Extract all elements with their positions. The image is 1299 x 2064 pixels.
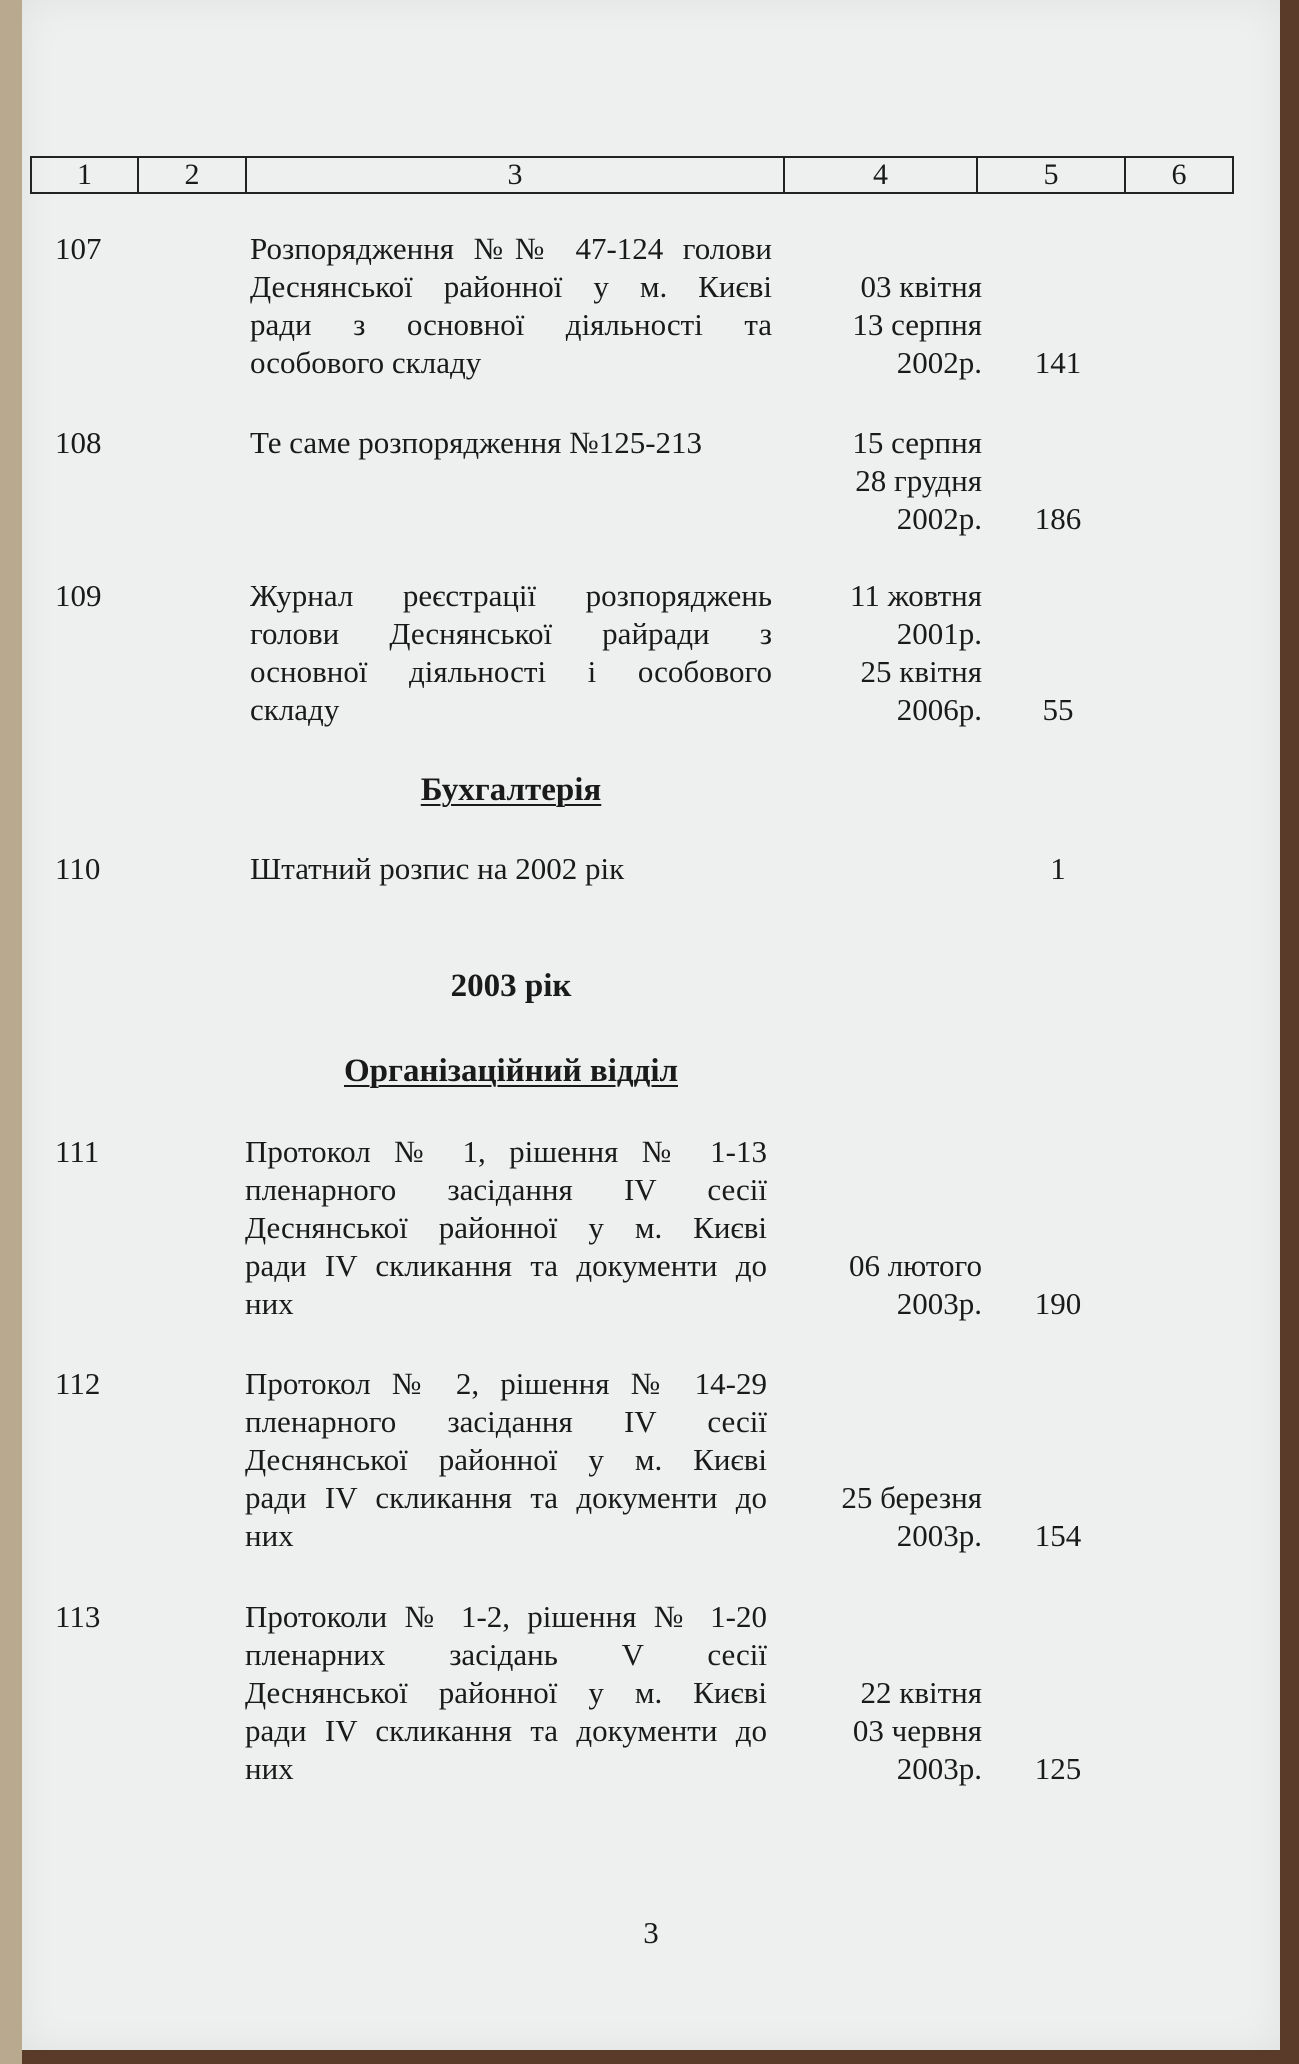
year-heading: 2003 рік: [450, 968, 572, 1004]
entry-number: 108: [55, 425, 102, 460]
description-line: Деснянської районної у м. Києві: [245, 1210, 767, 1245]
date-line: 2003р.: [896, 1286, 982, 1321]
date-line: 28 грудня: [855, 463, 982, 498]
entry-sheet-count: 55: [1042, 692, 1074, 727]
description-line: ради IV скликання та документи до: [245, 1480, 767, 1515]
entry-number: 109: [55, 578, 102, 613]
entry-description: [250, 230, 772, 382]
entry-dates: [792, 268, 982, 382]
entry-number: 113: [55, 1599, 101, 1634]
date-line: 2002р.: [896, 345, 982, 380]
date-line: 2002р.: [896, 501, 982, 536]
description-line: пленарного засідання IV сесії: [245, 1172, 767, 1207]
date-line: 22 квітня: [860, 1675, 982, 1710]
date-line: 13 серпня: [852, 307, 982, 342]
description-line: Протоколи № 1-2, рішення № 1-20: [245, 1599, 767, 1634]
description-line: Деснянської районної у м. Києві: [245, 1442, 767, 1477]
date-line: 25 квітня: [860, 654, 982, 689]
document-page: [22, 0, 1280, 2050]
entry-dates: [792, 1247, 982, 1323]
description-line: Журнал реєстрації розпоряджень: [250, 578, 772, 613]
description-line: Деснянської районної у м. Києві: [250, 269, 772, 304]
entry-description: [250, 577, 772, 729]
entry-description: [245, 1598, 767, 1788]
column-header-row: [30, 156, 1234, 194]
date-line: 15 серпня: [852, 425, 982, 460]
description-line: ради IV скликання та документи до: [245, 1713, 767, 1748]
description-line: них: [245, 1751, 294, 1786]
date-line: 03 червня: [852, 1713, 982, 1748]
date-line: 03 квітня: [860, 269, 982, 304]
description-line: ради з основної діяльності та: [250, 307, 772, 342]
entry-number: 110: [55, 851, 101, 886]
date-line: 2001р.: [896, 616, 982, 651]
date-line: 06 лютого: [848, 1248, 982, 1283]
page-number: 3: [643, 1915, 659, 1950]
description-line: складу: [250, 692, 340, 727]
column-header-2: 2: [139, 158, 247, 192]
description-line: них: [245, 1518, 294, 1553]
entry-number: 111: [55, 1134, 100, 1169]
description-line: особового складу: [250, 345, 482, 380]
entry-dates: [792, 1479, 982, 1555]
description-line: них: [245, 1286, 294, 1321]
entry-description: [245, 1365, 767, 1555]
entry-dates: [792, 424, 982, 538]
description-line: голови Деснянської райради з: [250, 616, 772, 651]
entry-description: [245, 1133, 767, 1323]
description-line: пленарного засідання IV сесії: [245, 1404, 767, 1439]
description-line: Протокол № 1, рішення № 1-13: [245, 1134, 767, 1169]
entry-sheet-count: 154: [1034, 1518, 1082, 1553]
entry-sheet-count: 190: [1034, 1286, 1082, 1321]
column-header-6: 6: [1171, 158, 1187, 191]
column-header-4: 4: [785, 158, 978, 192]
description-line: Протокол № 2, рішення № 14-29: [245, 1366, 767, 1401]
entry-sheet-count: 141: [1034, 345, 1082, 380]
adjacent-page-edge: [0, 0, 22, 2064]
date-line: 2003р.: [896, 1751, 982, 1786]
date-line: 2003р.: [896, 1518, 982, 1553]
section-heading-accounting: [250, 772, 772, 809]
entry-description: [250, 424, 772, 462]
entry-sheet-count: 186: [1034, 501, 1082, 536]
date-line: 25 березня: [841, 1480, 982, 1515]
column-header-5: 5: [978, 158, 1126, 192]
section-heading-text: Організаційний відділ: [344, 1053, 678, 1089]
description-line: Те саме розпорядження №125-213: [250, 425, 703, 460]
entry-dates: [792, 1674, 982, 1788]
description-line: основної діяльності і особового: [250, 654, 772, 689]
column-header-1: 1: [32, 158, 139, 192]
entry-dates: [792, 577, 982, 729]
entry-number: 107: [55, 231, 102, 266]
entry-sheet-count: 1: [1050, 851, 1066, 886]
date-line: 2006р.: [896, 692, 982, 727]
entry-description: Штатний розпис на 2002 рік: [250, 851, 625, 886]
column-header-3: 3: [247, 158, 785, 192]
date-line: 11 жовтня: [849, 578, 982, 613]
entry-sheet-count: 125: [1034, 1751, 1082, 1786]
description-line: Розпорядження №№ 47-124 голови: [250, 231, 772, 266]
section-heading-organizational: [250, 1053, 772, 1090]
description-line: ради IV скликання та документи до: [245, 1248, 767, 1283]
description-line: Деснянської районної у м. Києві: [245, 1675, 767, 1710]
description-line: пленарних засідань V сесії: [245, 1637, 767, 1672]
entry-number: 112: [55, 1366, 101, 1401]
section-heading-text: Бухгалтерія: [420, 772, 602, 808]
